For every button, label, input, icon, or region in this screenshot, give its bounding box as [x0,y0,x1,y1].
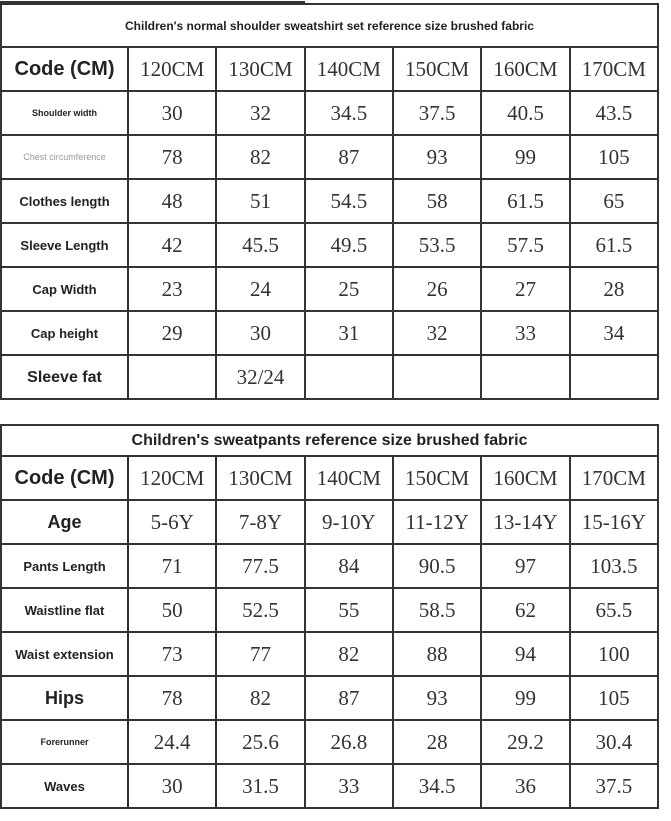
cell-value: 34.5 [393,764,481,808]
size-header: 130CM [216,47,304,91]
table-row [1,676,658,720]
cell-value: 43.5 [570,91,658,135]
cell-value: 73 [128,632,216,676]
sweatpants-size-table [0,424,659,809]
table-row [1,267,658,311]
cell-value: 78 [128,676,216,720]
cell-value: 94 [481,632,569,676]
cell-value: 61.5 [570,223,658,267]
cell-value: 5-6Y [128,500,216,544]
cell-value: 78 [128,135,216,179]
cell-value: 97 [481,544,569,588]
cell-value: 84 [305,544,393,588]
cell-value: 32 [216,91,304,135]
cell-value: 37.5 [570,764,658,808]
row-label: Age [1,500,128,544]
cell-value: 29 [128,311,216,355]
row-label: Waistline flat [1,588,128,632]
cell-value: 87 [305,135,393,179]
cell-value: 99 [481,676,569,720]
table-row [1,135,658,179]
cell-value: 88 [393,632,481,676]
cell-value: 29.2 [481,720,569,764]
cell-value: 90.5 [393,544,481,588]
row-label: Cap Width [1,267,128,311]
size-header: 120CM [128,47,216,91]
cell-value: 23 [128,267,216,311]
cell-value: 26 [393,267,481,311]
cell-value: 54.5 [305,179,393,223]
cell-value: 37.5 [393,91,481,135]
cell-value: 9-10Y [305,500,393,544]
cell-value [570,355,658,399]
cell-value: 7-8Y [216,500,304,544]
cell-value: 24.4 [128,720,216,764]
cell-value: 62 [481,588,569,632]
row-label: Hips [1,676,128,720]
cell-value: 58 [393,179,481,223]
cell-value: 100 [570,632,658,676]
cell-value: 99 [481,135,569,179]
cell-value: 34 [570,311,658,355]
row-label: Clothes length [1,179,128,223]
size-header: 170CM [570,47,658,91]
row-label: Cap height [1,311,128,355]
cell-value: 103.5 [570,544,658,588]
cell-value: 77 [216,632,304,676]
cell-value: 30 [128,764,216,808]
table-row [1,355,658,399]
cell-value: 31.5 [216,764,304,808]
cell-value: 48 [128,179,216,223]
size-header: 150CM [393,47,481,91]
row-label: Sleeve Length [1,223,128,267]
cell-value: 28 [393,720,481,764]
cell-value: 24 [216,267,304,311]
cell-value: 51 [216,179,304,223]
cell-value: 61.5 [481,179,569,223]
size-header: 160CM [481,47,569,91]
cell-value: 82 [305,632,393,676]
cell-value: 30.4 [570,720,658,764]
cell-value [481,355,569,399]
row-label: Pants Length [1,544,128,588]
cell-value: 52.5 [216,588,304,632]
table-row [1,632,658,676]
table-row [1,764,658,808]
cell-value: 53.5 [393,223,481,267]
cell-value: 13-14Y [481,500,569,544]
cell-value: 36 [481,764,569,808]
cell-value: 32/24 [216,355,304,399]
cell-value: 93 [393,676,481,720]
cell-value: 33 [305,764,393,808]
cell-value: 105 [570,135,658,179]
table-row [1,500,658,544]
header-row [1,456,658,500]
cell-value [305,355,393,399]
cell-value: 28 [570,267,658,311]
cell-value: 25 [305,267,393,311]
table-row [1,720,658,764]
cell-value: 40.5 [481,91,569,135]
row-label: Waist extension [1,632,128,676]
cell-value: 49.5 [305,223,393,267]
table-row [1,179,658,223]
header-row [1,47,658,91]
code-header: Code (CM) [1,456,128,500]
table-row [1,588,658,632]
sweatshirt-size-table [0,3,659,400]
cell-value: 71 [128,544,216,588]
cell-value: 57.5 [481,223,569,267]
size-header: 160CM [481,456,569,500]
cell-value: 93 [393,135,481,179]
row-label: Forerunner [1,720,128,764]
row-label: Waves [1,764,128,808]
cell-value: 30 [128,91,216,135]
cell-value: 15-16Y [570,500,658,544]
table-row [1,91,658,135]
size-header: 140CM [305,456,393,500]
table-title: Children's sweatpants reference size brushed fabric [1,425,658,456]
cell-value: 77.5 [216,544,304,588]
cell-value: 55 [305,588,393,632]
cell-value: 11-12Y [393,500,481,544]
cell-value: 32 [393,311,481,355]
row-label: Chest circumference [1,135,128,179]
cell-value: 105 [570,676,658,720]
table-row [1,223,658,267]
cell-value [393,355,481,399]
size-header: 140CM [305,47,393,91]
cell-value: 58.5 [393,588,481,632]
cell-value: 65.5 [570,588,658,632]
cell-value: 82 [216,676,304,720]
code-header: Code (CM) [1,47,128,91]
cell-value: 50 [128,588,216,632]
cell-value: 33 [481,311,569,355]
table-row [1,311,658,355]
cell-value: 25.6 [216,720,304,764]
cell-value: 45.5 [216,223,304,267]
cell-value: 30 [216,311,304,355]
cell-value: 26.8 [305,720,393,764]
size-header: 130CM [216,456,304,500]
cell-value [128,355,216,399]
table-title: Children's normal shoulder sweatshirt set reference size brushed fabric [1,4,658,47]
table-row [1,544,658,588]
cell-value: 42 [128,223,216,267]
cell-value: 31 [305,311,393,355]
cell-value: 27 [481,267,569,311]
row-label: Sleeve fat [1,355,128,399]
cell-value: 87 [305,676,393,720]
cell-value: 82 [216,135,304,179]
size-header: 120CM [128,456,216,500]
size-header: 170CM [570,456,658,500]
size-header: 150CM [393,456,481,500]
row-label: Shoulder width [1,91,128,135]
cell-value: 65 [570,179,658,223]
cell-value: 34.5 [305,91,393,135]
